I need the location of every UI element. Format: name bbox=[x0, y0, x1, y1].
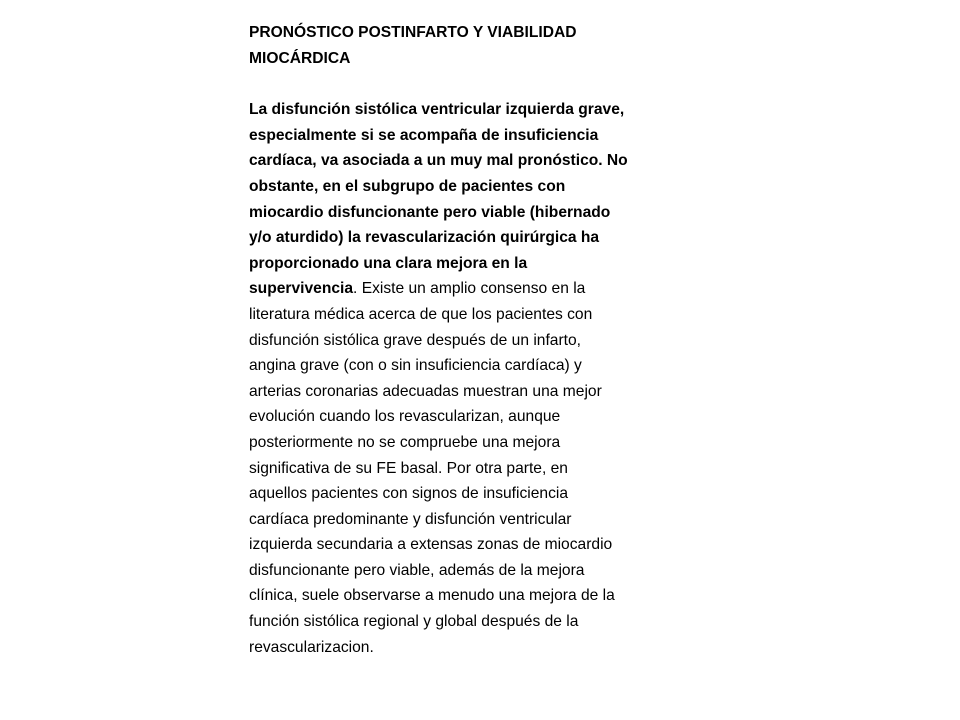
body-line: izquierda secundaria a extensas zonas de miocardio bbox=[249, 536, 613, 554]
body-line: y/o aturdido) la revascularización quirúrgica ha bbox=[249, 229, 600, 247]
body-line: obstante, en el subgrupo de pacientes con bbox=[249, 177, 566, 195]
body-line: revascularizacion. bbox=[249, 638, 374, 656]
body-line: especialmente si se acompaña de insuficiencia bbox=[249, 126, 599, 144]
slide-content bbox=[249, 20, 719, 660]
body-line: significativa de su FE basal. Por otra parte, en bbox=[249, 459, 568, 477]
body-line: disfuncionante pero viable, además de la mejora bbox=[249, 561, 585, 579]
body-line: clínica, suele observarse a menudo una mejora de la bbox=[249, 587, 615, 605]
slide-title-line: PRONÓSTICO POSTINFARTO Y VIABILIDAD bbox=[249, 24, 577, 41]
body-text-regular: . Existe un amplio consenso en la bbox=[353, 280, 586, 298]
body-line: arterias coronarias adecuadas muestran una mejor bbox=[249, 382, 602, 400]
body-line-mixed bbox=[249, 276, 719, 302]
body-line: disfunción sistólica grave después de un infarto, bbox=[249, 331, 581, 349]
body-line: cardíaca, va asociada a un muy mal pronóstico. No bbox=[249, 152, 628, 170]
body-line: angina grave (con o sin insuficiencia cardíaca) y bbox=[249, 357, 582, 375]
body-text-bold: supervivencia bbox=[249, 280, 354, 298]
body-line: proporcionado una clara mejora en la bbox=[249, 254, 528, 272]
body-line: evolución cuando los revascularizan, aunque bbox=[249, 408, 561, 426]
spacer bbox=[249, 71, 719, 97]
body-line: miocardio disfuncionante pero viable (hibernado bbox=[249, 203, 611, 221]
body-line: aquellos pacientes con signos de insuficiencia bbox=[249, 485, 569, 503]
slide-body bbox=[249, 97, 719, 660]
body-line: literatura médica acerca de que los pacientes con bbox=[249, 305, 593, 323]
body-line: función sistólica regional y global después de la bbox=[249, 613, 579, 631]
body-line: posteriormente no se compruebe una mejora bbox=[249, 433, 561, 451]
slide-title-line: MIOCÁRDICA bbox=[249, 49, 351, 67]
body-line: La disfunción sistólica ventricular izquierda grave, bbox=[249, 101, 625, 119]
body-line: cardíaca predominante y disfunción ventricular bbox=[249, 510, 572, 528]
slide-title bbox=[249, 20, 719, 71]
